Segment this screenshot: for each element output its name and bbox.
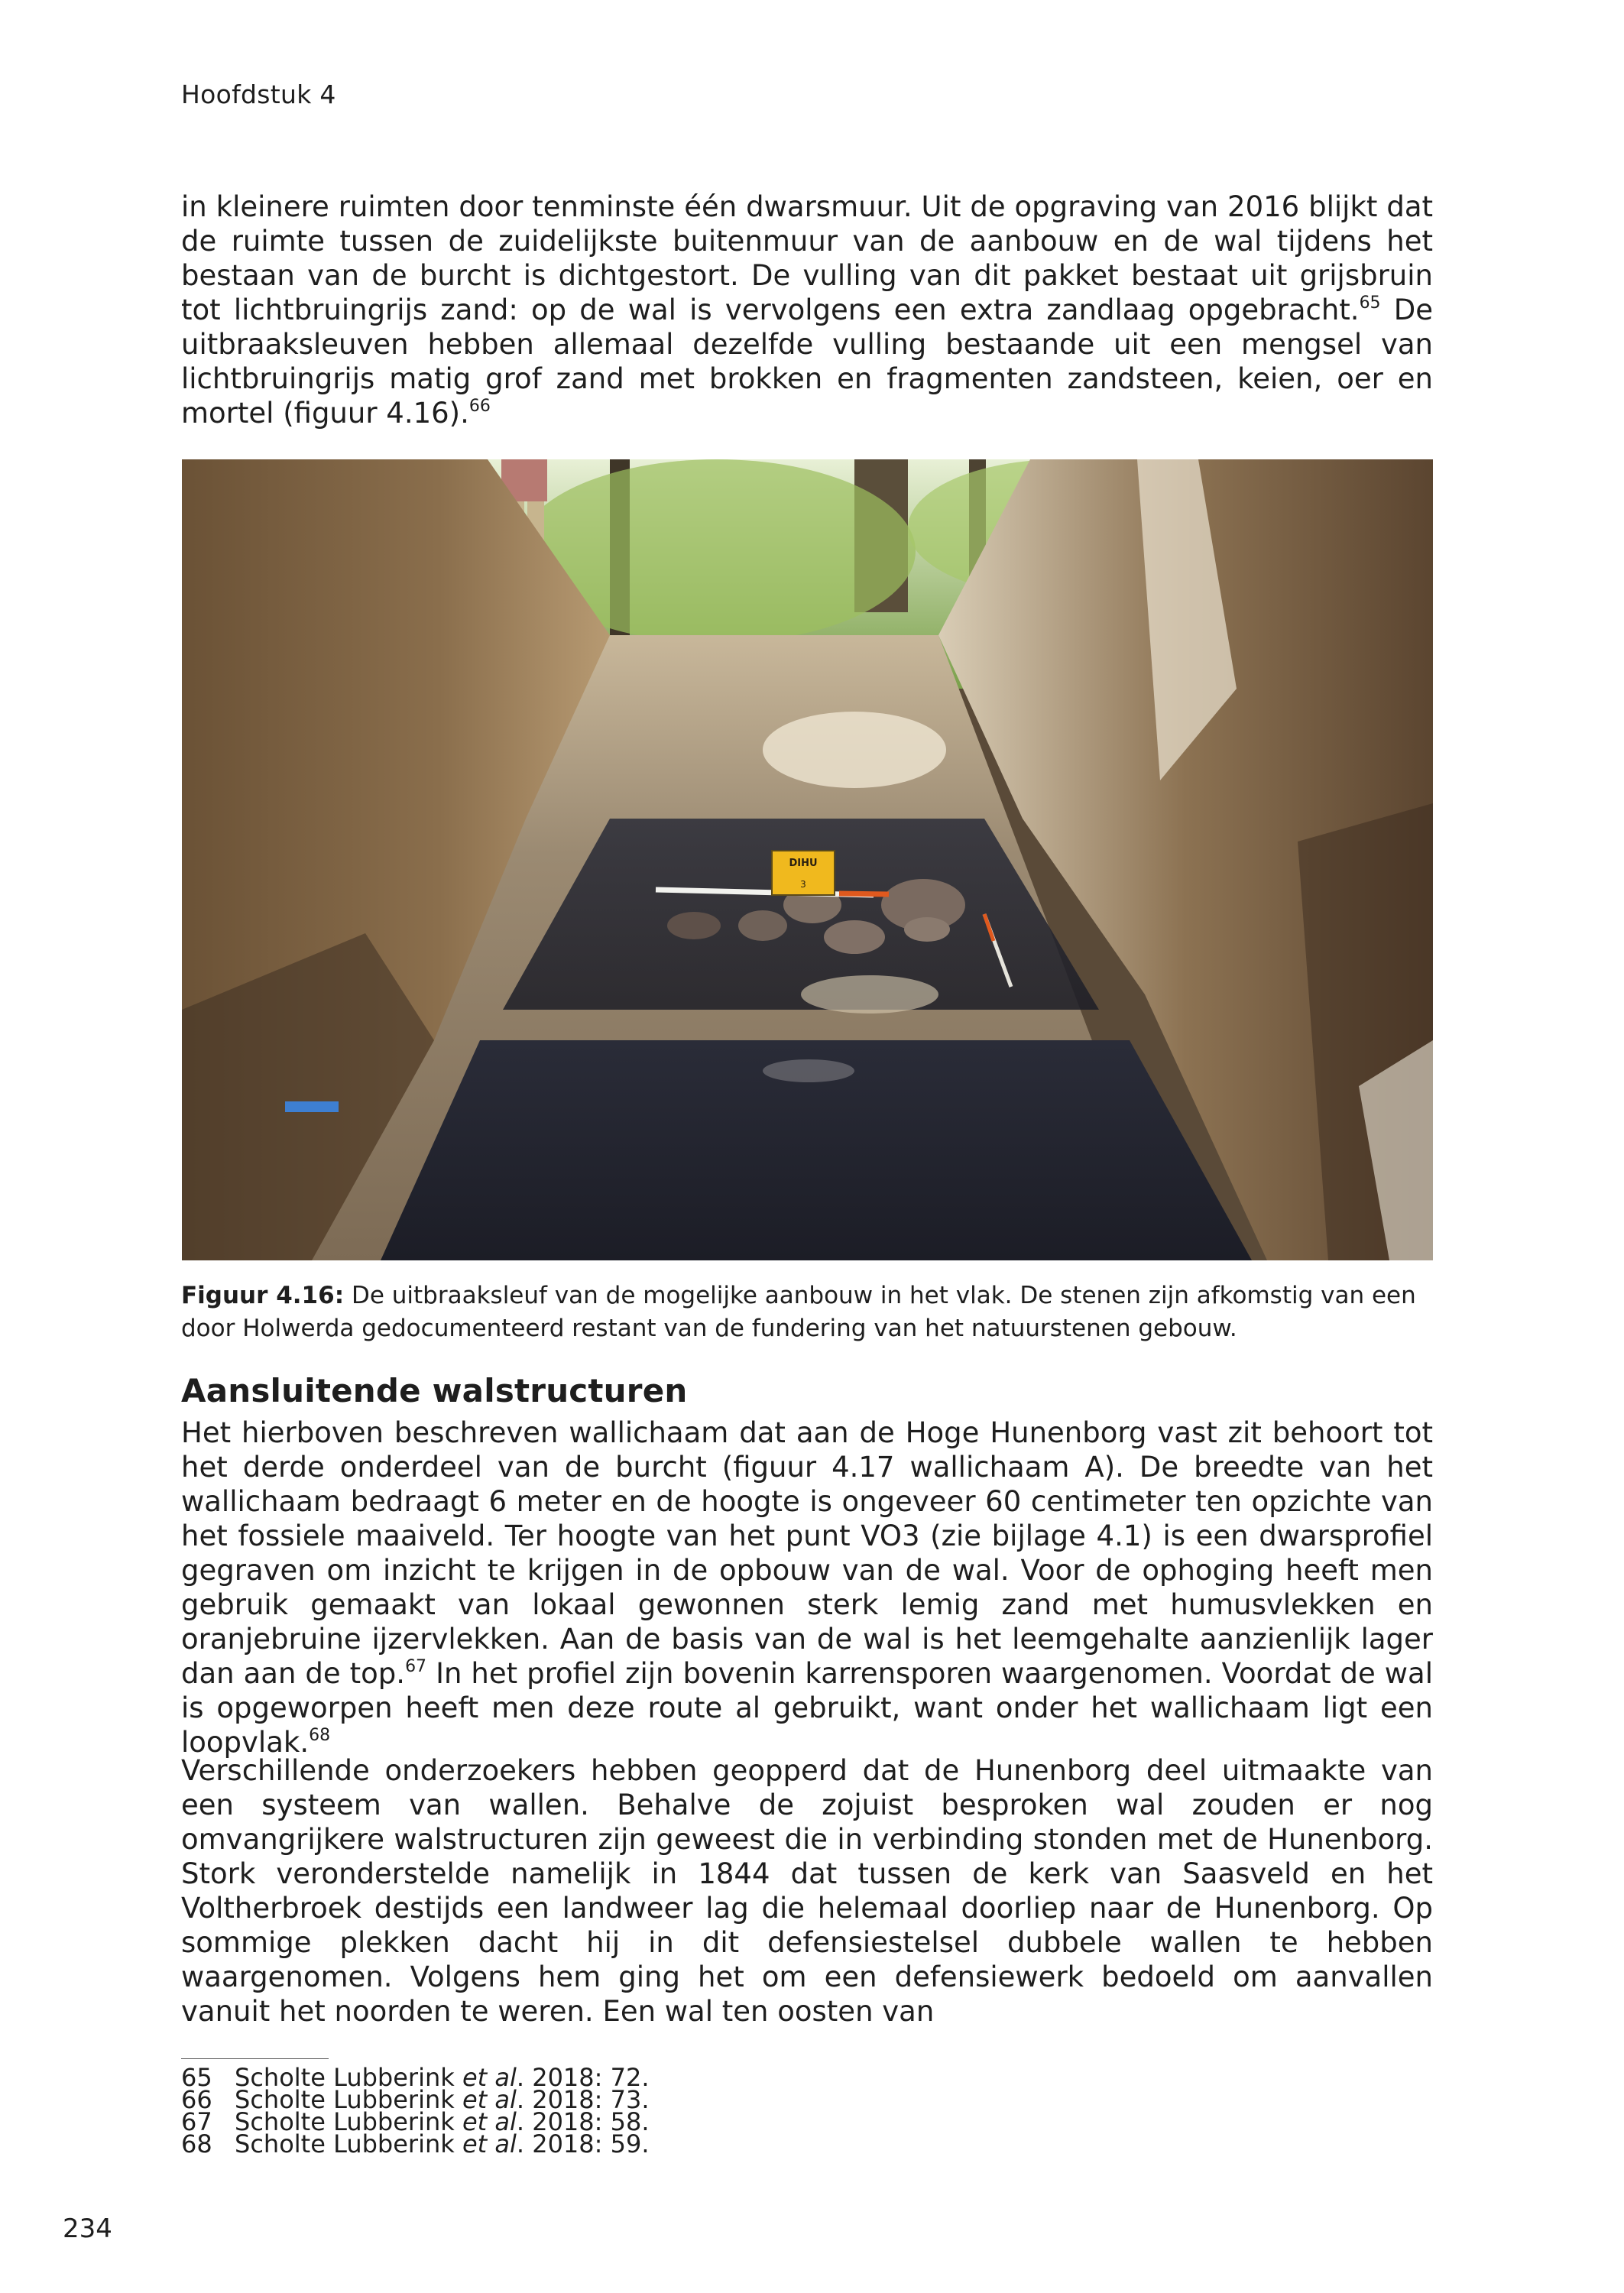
paragraph-2 [181,1416,1433,1759]
footnote-divider [181,2058,329,2059]
footnote-text: Scholte Lubberink et al. 2018: 73. [235,2085,650,2114]
footnote-number: 68 [181,2129,212,2158]
paragraph-2-text-a: Het hierboven beschreven wallichaam dat aan de Hoge Hunenborg vast zit behoort tot het derde onderdeel van de burcht (figuur 4.17 wallichaam A). De breedte van het wallichaam bedraagt 6 meter en de hoogte is ongeveer 60 centimeter ten opzichte van het fossiele maaiveld. Ter hoogte van het punt VO3 (zie bijlage 4.1) is een dwarsprofiel gegraven om inzicht te krijgen in de opbouw van de wal. Voor de ophoging heeft men gebruik gemaakt van lokaal gewonnen sterk lemig zand met humusvlekken en oranjebruine ijzervlekken. Aan de basis van de wal is het leemgehalte aanzienlijk lager dan aan de top. [181,1416,1433,1690]
figure-caption [181,1279,1434,1345]
footnote-number: 67 [181,2107,212,2136]
footnote-ref-68[interactable]: 68 [309,1726,331,1745]
section-heading: Aansluitende walstructuren [181,1372,688,1409]
footnote-number: 65 [181,2063,212,2092]
paragraph-1-text-a: in kleinere ruimten door tenminste één dwarsmuur. Uit de opgraving van 2016 blijkt dat de ruimte tussen de zuidelijkste buitenmuur van de aanbouw en de wal tijdens het bestaan van de burcht is dichtgestort. De vulling van dit pakket bestaat uit grijsbruin tot lichtbruingrijs zand: op de wal is vervolgens een extra zandlaag opgebracht. [181,190,1433,326]
footnote-68 [181,2129,650,2158]
footnote-ref-66[interactable]: 66 [468,397,491,416]
footnote-ref-67[interactable]: 67 [405,1657,427,1676]
paragraph-2-text-b: In het profiel zijn bovenin karrensporen waargenomen. Voordat de wal is opgeworpen heeft men deze route al gebruikt, want onder het wallichaam ligt een loopvlak. [181,1657,1433,1759]
paragraph-1 [181,190,1433,430]
page-number: 234 [63,2214,112,2244]
excavation-photo [182,459,1433,1260]
footnote-text: Scholte Lubberink et al. 2018: 72. [235,2063,650,2092]
paragraph-3-text: Verschillende onderzoekers hebben geopperd dat de Hunenborg deel uitmaakte van een systeem van wallen. Behalve de zojuist besproken wal zouden er nog omvangrijkere walstructuren zijn geweest die in verbinding stonden met de Hunenborg. Stork veronderstelde namelijk in 1844 dat tussen de kerk van Saasveld en het Voltherbroek destijds een landweer lag die helemaal doorliep naar de Hunenborg. Op sommige plekken dacht hij in dit defensiestelsel dubbele wallen te hebben waargenomen. Volgens hem ging het om een defensiewerk bedoeld om aanvallen vanuit het noorden te weren. Een wal ten oosten van [181,1754,1433,2028]
paragraph-3 [181,1753,1433,2029]
footnote-ref-65[interactable]: 65 [1359,294,1381,313]
sign-label: DIHU [789,858,818,869]
footnote-text: Scholte Lubberink et al. 2018: 59. [235,2129,650,2158]
paragraph-1-text-b: De uitbraaksleuven hebben allemaal dezelfde vulling bestaande uit een mengsel van lichtbruingrijs matig grof zand met brokken en fragmenten zandsteen, keien, oer en mortel (figuur 4.16). [181,294,1433,430]
footnote-number: 66 [181,2085,212,2114]
caption-text: De uitbraaksleuf van de mogelijke aanbouw in het vlak. De stenen zijn afkomstig van een door Holwerda gedocumenteerd restant van de fundering van het natuurstenen gebouw. [181,1282,1416,1342]
sign-number: 3 [800,879,806,890]
footnotes [181,2063,650,2158]
caption-label: Figuur 4.16: [181,1282,345,1309]
running-header: Hoofdstuk 4 [181,79,336,109]
footnote-text: Scholte Lubberink et al. 2018: 58. [235,2107,650,2136]
